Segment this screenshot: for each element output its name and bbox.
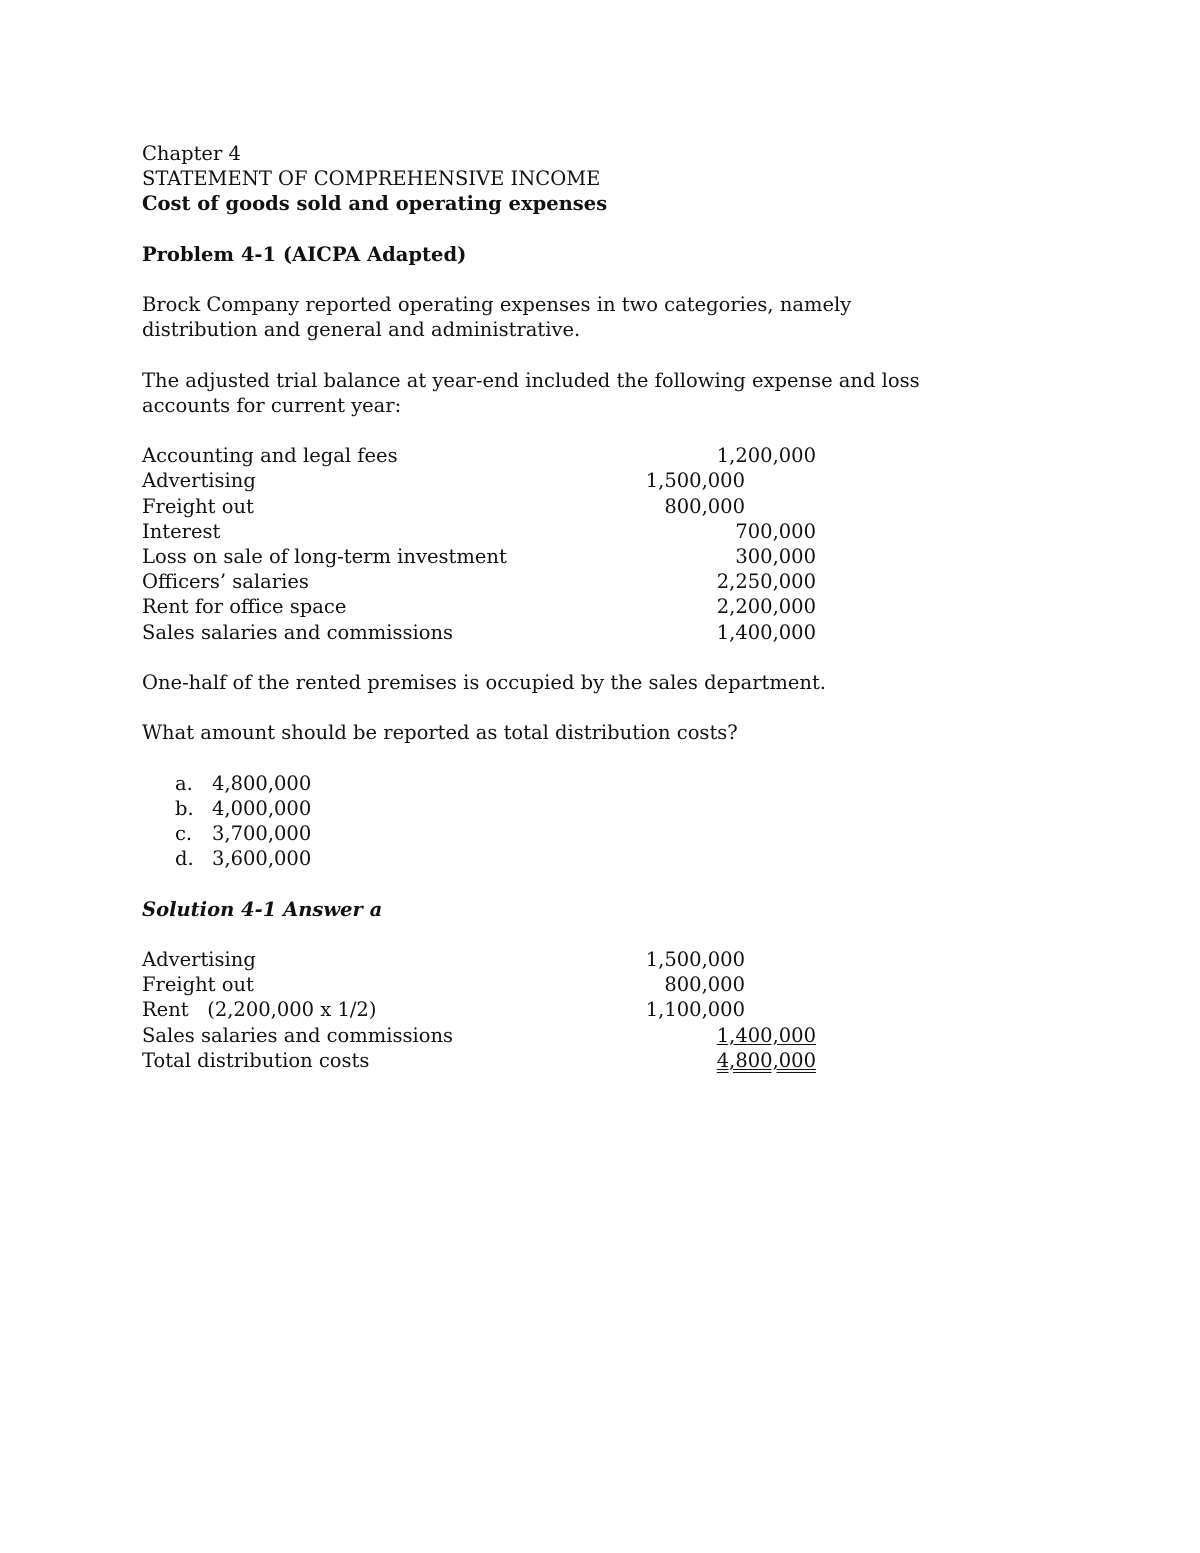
- answer-choice: [142, 821, 1042, 846]
- account-label: Sales salaries and commissions: [142, 620, 454, 644]
- account-row: [142, 494, 1042, 519]
- account-amount: 300,000: [735, 545, 816, 568]
- solution-total-row: [142, 1048, 1042, 1073]
- solution-row: [142, 972, 1042, 997]
- problem-note: One-half of the rented premises is occupied by the sales department.: [142, 670, 826, 694]
- choice-letter: b.: [175, 796, 194, 820]
- choice-letter: d.: [175, 847, 194, 871]
- choice-value: 4,800,000: [212, 771, 312, 795]
- solution-amount-value: 1,400,000: [716, 1023, 816, 1047]
- account-label: Rent for office space: [142, 595, 347, 619]
- problem-paragraph-1-line-1: Brock Company reported operating expenses in two categories, namely: [142, 293, 852, 317]
- account-label: Advertising: [142, 469, 256, 493]
- account-amount: 2,200,000: [716, 595, 816, 619]
- problem-paragraph-1-line-2: distribution and general and administrative.: [142, 318, 581, 342]
- solution-label: Freight out: [142, 973, 254, 997]
- accounts-table: [142, 443, 1042, 645]
- account-row: [142, 544, 1042, 569]
- account-amount: 2,250,000: [716, 570, 816, 594]
- solution-total-amount: [616, 1048, 816, 1073]
- account-row: [142, 443, 1042, 468]
- solution-label: Sales salaries and commissions: [142, 1023, 454, 1047]
- solution-amount: 1,100,000: [645, 998, 745, 1022]
- document-subtitle: Cost of goods sold and operating expenses: [142, 192, 608, 216]
- problem-paragraph-2-line-1: The adjusted trial balance at year-end included the following expense and loss: [142, 368, 920, 392]
- problem-question: What amount should be reported as total distribution costs?: [142, 721, 738, 745]
- solution-label: Rent (2,200,000 x 1/2): [142, 998, 377, 1022]
- document-title: STATEMENT OF COMPREHENSIVE INCOME: [142, 167, 601, 191]
- problem-paragraph-2-line-2: accounts for current year:: [142, 393, 402, 417]
- solution-total-value: 4,800,000: [716, 1048, 816, 1072]
- account-row: [142, 594, 1042, 619]
- solution-row: [142, 1023, 1042, 1048]
- answer-choices: [142, 771, 1042, 872]
- solution-heading: Solution 4-1 Answer a: [142, 897, 383, 921]
- choice-letter: c.: [175, 822, 193, 846]
- account-label: Loss on sale of long-term investment: [142, 545, 507, 568]
- account-amount: 1,400,000: [716, 620, 816, 644]
- answer-choice: [142, 846, 1042, 871]
- document-page: [142, 141, 1042, 1073]
- choice-value: 3,600,000: [212, 847, 312, 871]
- account-label: Interest: [142, 519, 221, 543]
- solution-total-label: Total distribution costs: [142, 1048, 370, 1072]
- account-label: Officers’ salaries: [142, 570, 309, 594]
- account-label: Accounting and legal fees: [142, 444, 398, 468]
- choice-value: 4,000,000: [212, 796, 312, 820]
- account-label: Freight out: [142, 494, 254, 518]
- account-amount: 700,000: [735, 519, 816, 543]
- account-row: [142, 468, 1042, 493]
- solution-label: Advertising: [142, 948, 256, 971]
- choice-value: 3,700,000: [212, 822, 312, 846]
- problem-heading: Problem 4-1 (AICPA Adapted): [142, 242, 467, 266]
- answer-choice: [142, 771, 1042, 796]
- solution-row: [142, 997, 1042, 1022]
- solution-amount: 800,000: [664, 973, 745, 997]
- account-amount: 1,200,000: [716, 444, 816, 468]
- solution-row: [142, 947, 1042, 972]
- chapter-label: Chapter 4: [142, 142, 241, 165]
- solution-table: [142, 947, 1042, 1073]
- solution-amount: 1,500,000: [645, 948, 745, 971]
- account-amount: 1,500,000: [645, 469, 745, 493]
- account-row: [142, 569, 1042, 594]
- account-row: [142, 620, 1042, 645]
- solution-amount: [616, 1023, 816, 1048]
- answer-choice: [142, 796, 1042, 821]
- account-amount: 800,000: [664, 494, 745, 518]
- account-row: [142, 519, 1042, 544]
- choice-letter: a.: [175, 771, 193, 795]
